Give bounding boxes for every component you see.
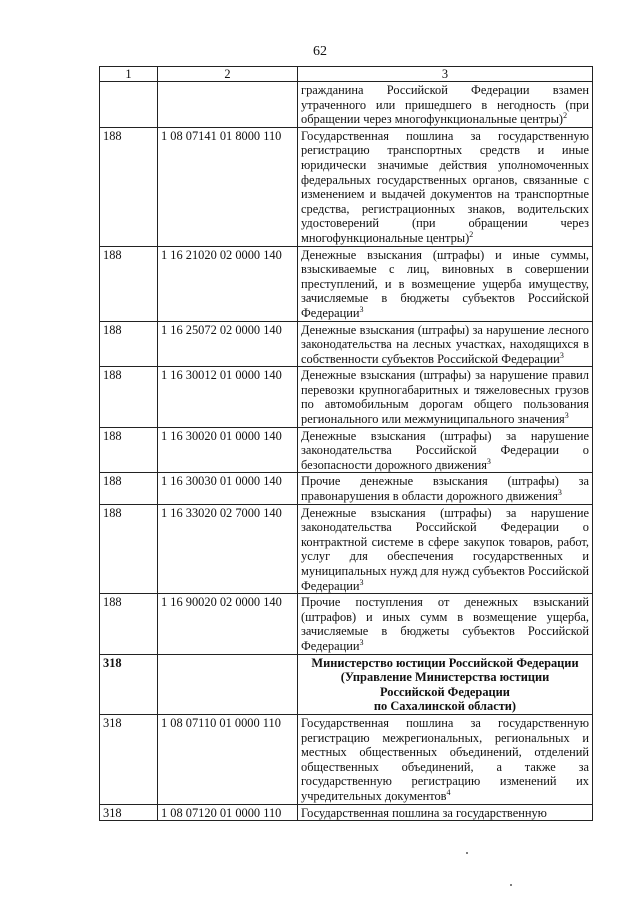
footnote-mark: 3 [486,456,491,466]
admin-code-cell: 188 [100,504,158,594]
header-col-3: 3 [298,67,593,82]
description-text: Государственная пошлина за государственную регистрацию межрегиональных, региональных и местных общественных объединений, отделений общественных объединений, а также за государственную регистрацию изменений их учредительных документов [301,715,589,803]
revenue-code-cell [158,82,298,128]
admin-code-cell: 188 [100,427,158,473]
revenue-code-cell: 1 08 07110 01 0000 110 [158,714,298,804]
description-cell [298,473,593,504]
footnote-mark: 3 [557,487,562,497]
description-text: гражданина Российской Федерации взамен утраченного или пришедшего в негодность (при обращении через многофункциональные центры) [301,83,589,127]
table-row [100,804,593,821]
table-row [100,594,593,654]
table-row [100,367,593,427]
description-cell [298,82,593,128]
scan-speck [510,884,512,886]
description-cell [298,127,593,246]
table-row [100,127,593,246]
revenue-code-cell: 1 16 90020 02 0000 140 [158,594,298,654]
revenue-code-cell: 1 08 07141 01 8000 110 [158,127,298,246]
scan-speck [466,852,468,854]
table-row [100,714,593,804]
table-row [100,82,593,128]
revenue-code-cell: 1 16 33020 02 7000 140 [158,504,298,594]
footnote-mark: 3 [564,410,569,420]
revenue-code-cell: 1 16 30012 01 0000 140 [158,367,298,427]
description-text: Денежные взыскания (штрафы) за нарушение законодательства Российской Федерации о безопасности дорожного движения [301,428,589,472]
footnote-mark: 4 [446,787,451,797]
footnote-mark: 3 [359,637,364,647]
description-cell [298,804,593,821]
description-cell [298,321,593,367]
ministry-name-cell [298,654,593,714]
admin-code-cell: 188 [100,127,158,246]
footnote-mark: 3 [559,350,564,360]
revenue-code-cell [158,654,298,714]
description-text: Государственная пошлина за государственную [301,805,547,820]
ministry-name-line: по Сахалинской области) [373,699,517,714]
description-text: Денежные взыскания (штрафы) за нарушение законодательства Российской Федерации о контрактной системе в сфере закупок товаров, работ, услуг для обеспечения государственных и муниципальных нужд для нужд субъектов Российской Федерации [301,505,590,593]
revenue-code-cell: 1 08 07120 01 0000 110 [158,804,298,821]
table-header-row [100,67,593,82]
admin-code-cell: 188 [100,321,158,367]
ministry-name-line: (Управление Министерства юстиции [340,670,550,685]
admin-code-cell: 318 [100,714,158,804]
table-row [100,473,593,504]
admin-code-cell: 188 [100,594,158,654]
revenue-code-cell: 1 16 25072 02 0000 140 [158,321,298,367]
description-cell [298,714,593,804]
admin-code-cell: 188 [100,246,158,321]
footnote-mark: 2 [469,229,474,239]
description-text: Денежные взыскания (штрафы) за нарушение лесного законодательства на лесных участках, находящихся в собственности субъектов Российской Федерации [301,322,589,366]
description-cell [298,367,593,427]
description-cell [298,427,593,473]
footnote-mark: 3 [359,577,364,587]
description-cell [298,246,593,321]
admin-code-cell [100,82,158,128]
admin-code-cell: 188 [100,473,158,504]
table-row [100,321,593,367]
table-row [100,504,593,594]
ministry-header-row [100,654,593,714]
footnote-mark: 2 [563,111,568,121]
header-col-2: 2 [158,67,298,82]
description-text: Денежные взыскания (штрафы) за нарушение правил перевозки крупногабаритных и тяжеловесных грузов по автомобильным дорогам общего пользования регионального или межмуниципального значения [301,368,589,427]
admin-code-cell: 318 [100,654,158,714]
description-text: Государственная пошлина за государственную регистрацию транспортных средств и иные юридически значимые действия уполномоченных федеральных государственных органов, связанные с изменением и выдачей документов на транспортные средства, регистрационных знаков, водительских удостоверений (при обращении через многофункциональные центры) [301,128,589,245]
admin-code-cell: 188 [100,367,158,427]
table-row [100,427,593,473]
ministry-name-line: Российской Федерации [380,684,510,699]
revenue-codes-table [99,66,593,821]
table-row [100,246,593,321]
description-cell [298,594,593,654]
description-text: Денежные взыскания (штрафы) и иные суммы, взыскиваемые с лиц, виновных в совершении преступлений, и в возмещение ущерба имуществу, зачисляемые в бюджеты субъектов Российской Федерации [301,247,589,320]
ministry-name-line: Министерство юстиции Российской Федерации [311,655,579,670]
revenue-code-cell: 1 16 30030 01 0000 140 [158,473,298,504]
description-text: Прочие денежные взыскания (штрафы) за правонарушения в области дорожного движения [301,474,589,504]
admin-code-cell: 318 [100,804,158,821]
revenue-code-cell: 1 16 30020 01 0000 140 [158,427,298,473]
footnote-mark: 3 [359,304,364,314]
revenue-code-cell: 1 16 21020 02 0000 140 [158,246,298,321]
page-number: 62 [313,44,327,59]
description-text: Прочие поступления от денежных взысканий (штрафов) и иных сумм в возмещение ущерба, зачисляемые в бюджеты субъектов Российской Федерации [301,595,589,653]
description-cell [298,504,593,594]
header-col-1: 1 [100,67,158,82]
